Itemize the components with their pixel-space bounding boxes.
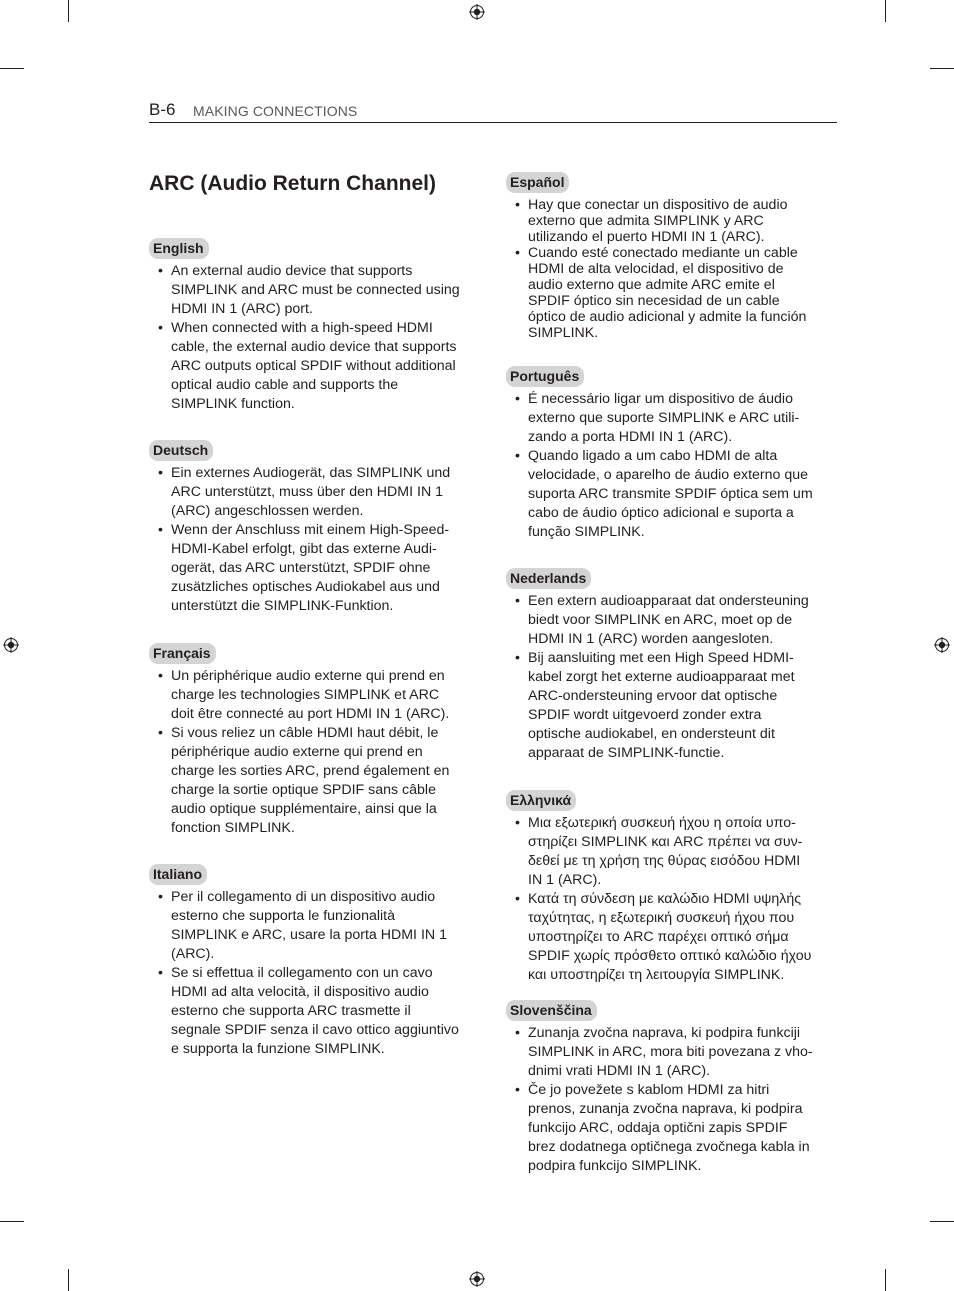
language-section-italiano [149, 864, 461, 1059]
list-item: • Hay que conectar un dispositivo de audio externo que admita SIMPLINK y ARC utilizando el puerto HDMI IN 1 (ARC). [506, 197, 818, 245]
list-item: • Per il collegamento di un dispositivo audio esterno che supporta le funzionalità SIMPLINK e ARC, usare la porta HDMI IN 1 (ARC). [149, 888, 461, 964]
bullet-list [506, 592, 818, 763]
language-section-english [149, 238, 461, 414]
language-section-greek [506, 790, 818, 985]
registration-mark-icon [469, 4, 485, 20]
bullet-list [149, 888, 461, 1059]
crop-mark [0, 1221, 24, 1222]
language-tag: Deutsch [149, 440, 213, 461]
language-tag: Nederlands [506, 568, 591, 589]
list-item: • When connected with a high-speed HDMI cable, the external audio device that supports ARC outputs optical SPDIF without additional optical audio cable and supports the SIMPLINK function. [149, 319, 461, 414]
registration-mark-icon [3, 637, 19, 653]
list-item: • Bij aansluiting met een High Speed HDMI-kabel zorgt het externe audioapparaat met ARC-ondersteuning ervoor dat optische SPDIF wordt uitgevoerd zonder extra optische audiokabel, en ondersteunt dit apparaat de SIMPLINK-functie. [506, 649, 818, 763]
language-section-slovenscina [506, 1000, 818, 1176]
language-tag: Ελληνικά [506, 790, 576, 811]
language-section-nederlands [506, 568, 818, 763]
crop-mark [68, 0, 69, 22]
list-item: • Ein externes Audiogerät, das SIMPLINK und ARC unterstützt, muss über den HDMI IN 1 (ARC) angeschlossen werden. [149, 464, 461, 521]
language-tag: English [149, 238, 209, 259]
list-item: • Een extern audioapparaat dat ondersteuning biedt voor SIMPLINK en ARC, moet op de HDMI IN 1 (ARC) worden aangesloten. [506, 592, 818, 649]
language-section-francais [149, 643, 461, 838]
list-item: • Zunanja zvočna naprava, ki podpira funkciji SIMPLINK in ARC, mora biti povezana z vho-dnimi vrati HDMI IN 1 (ARC). [506, 1024, 818, 1081]
registration-mark-icon [469, 1271, 485, 1287]
bullet-list [506, 1024, 818, 1176]
list-item: • Si vous reliez un câble HDMI haut débit, le périphérique audio externe qui prend en charge les sorties ARC, prend également en charge la sortie optique SPDIF sans câble audio optique supplémentaire, ainsi que la fonction SIMPLINK. [149, 724, 461, 838]
bullet-list [149, 262, 461, 414]
crop-mark [930, 68, 954, 69]
crop-mark [930, 1221, 954, 1222]
page-header [149, 100, 837, 123]
bullet-list [506, 390, 818, 542]
list-item: • É necessário ligar um dispositivo de áudio externo que suporte SIMPLINK e ARC utili-zando a porta HDMI IN 1 (ARC). [506, 390, 818, 447]
bullet-list [149, 464, 461, 616]
page-number: B-6 [149, 100, 176, 119]
list-item: • Quando ligado a um cabo HDMI de alta velocidade, o aparelho de áudio externo que suporta ARC transmite SPDIF óptica sem um cabo de áudio óptico adicional e suporta a função SIMPLINK. [506, 447, 818, 542]
bullet-list [506, 814, 818, 985]
language-tag: Slovenščina [506, 1000, 597, 1021]
list-item: • Wenn der Anschluss mit einem High-Speed-HDMI-Kabel erfolgt, gibt das externe Audi-ogerät, das ARC unterstützt, SPDIF ohne zusätzliches optisches Audiokabel aus und unterstützt die SIMPLINK-Funktion. [149, 521, 461, 616]
list-item: • Κατά τη σύνδεση με καλώδιο HDMI υψηλής ταχύτητας, η εξωτερική συσκευή ήχου που υποστηρίζει το ARC παρέχει οπτικό σήμα SPDIF χωρίς πρόσθετο οπτικό καλώδιο ήχου και υποστηρίζει τη λειτουργία SIMPLINK. [506, 890, 818, 985]
bullet-list [506, 197, 818, 341]
registration-mark-icon [934, 637, 950, 653]
list-item: • Μια εξωτερική συσκευή ήχου η οποία υπο-στηρίζει SIMPLINK και ARC πρέπει να συν-δεθεί με τη χρήση της θύρας εισόδου HDMI IN 1 (ARC). [506, 814, 818, 890]
language-tag: Français [149, 643, 216, 664]
list-item: • Un périphérique audio externe qui prend en charge les technologies SIMPLINK et ARC doit être connecté au port HDMI IN 1 (ARC). [149, 667, 461, 724]
language-section-espanol [506, 172, 818, 341]
list-item: • Če jo povežete s kablom HDMI za hitri prenos, zunanja zvočna naprava, ki podpira funkcijo ARC, oddaja optični zapis SPDIF brez dodatnega optičnega zvočnega kabla in podpira funkcijo SIMPLINK. [506, 1081, 818, 1176]
crop-mark [885, 1269, 886, 1291]
language-tag: Español [506, 172, 569, 193]
list-item: • Cuando esté conectado mediante un cable HDMI de alta velocidad, el dispositivo de audio externo que admite ARC emite el SPDIF óptico sin necesidad de un cable óptico de audio adicional y admite la función SIMPLINK. [506, 245, 818, 341]
bullet-list [149, 667, 461, 838]
language-section-portugues [506, 366, 818, 542]
section-label: MAKING CONNECTIONS [193, 103, 358, 119]
crop-mark [68, 1269, 69, 1291]
language-section-deutsch [149, 440, 461, 616]
page-title: ARC (Audio Return Channel) [149, 172, 436, 195]
list-item: • An external audio device that supports SIMPLINK and ARC must be connected using HDMI IN 1 (ARC) port. [149, 262, 461, 319]
language-tag: Italiano [149, 864, 207, 885]
language-tag: Português [506, 366, 584, 387]
list-item: • Se si effettua il collegamento con un cavo HDMI ad alta velocità, il dispositivo audio esterno che supporta ARC trasmette il segnale SPDIF senza il cavo ottico aggiuntivo e supporta la funzione SIMPLINK. [149, 964, 461, 1059]
crop-mark [885, 0, 886, 22]
crop-mark [0, 68, 24, 69]
